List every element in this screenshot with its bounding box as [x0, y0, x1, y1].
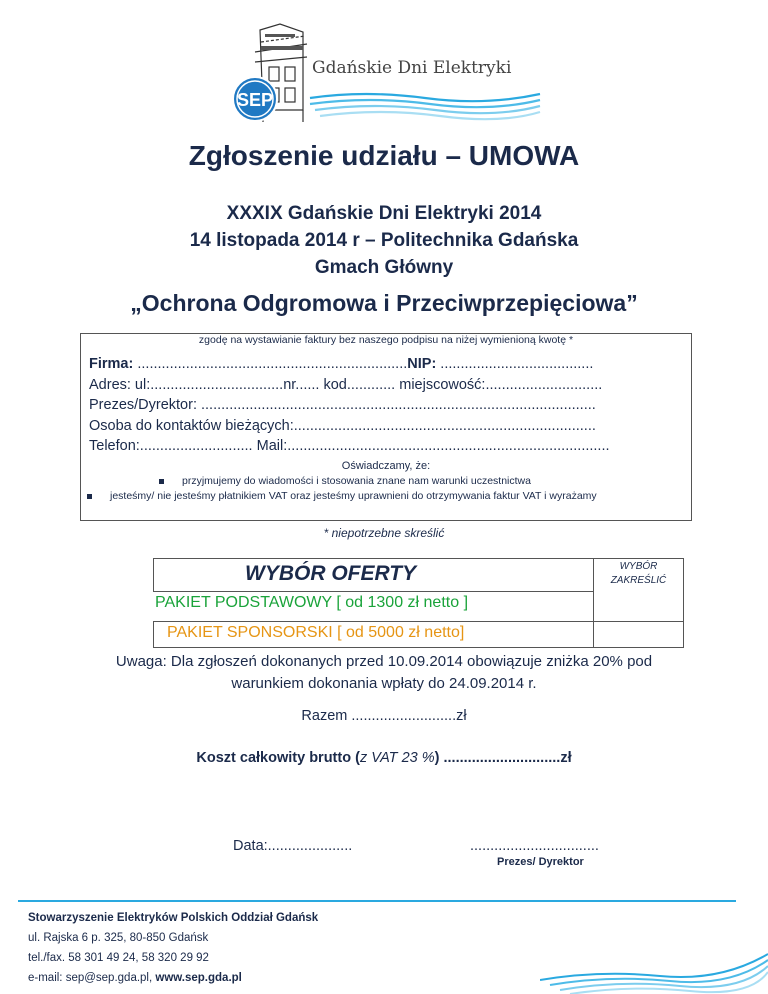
signature-role: Prezes/ Dyrektor	[497, 856, 584, 868]
gross-cost-field[interactable]: Koszt całkowity brutto (z VAT 23 %) .............................zł	[196, 750, 572, 766]
footer-divider	[18, 900, 736, 902]
footnote: * niepotrzebne skreślić	[323, 526, 445, 540]
declaration-item-continued: zgodę na wystawianie faktury bez naszego podpisu na niżej wymienioną kwotę *	[198, 334, 574, 346]
organization-phone: tel./fax. 58 301 49 24, 58 320 29 92	[28, 952, 209, 964]
organization-email: e-mail: sep@sep.gda.pl, www.sep.gda.pl	[28, 972, 242, 984]
total-field[interactable]: Razem ..........................zł	[301, 708, 467, 724]
contact-person-field[interactable]: Osoba do kontaktów bieżących:...........................................................................	[89, 418, 596, 434]
registration-form	[80, 333, 692, 521]
bullet-icon	[87, 494, 92, 499]
discount-note: Uwaga: Dla zgłoszeń dokonanych przed 10.09.2014 obowiązuje zniżka 20% pod warunkiem dokonania wpłaty do 24.09.2014 r.	[115, 653, 653, 692]
organization-website[interactable]: www.sep.gda.pl	[155, 972, 242, 984]
organization-address: ul. Rajska 6 p. 325, 80-850 Gdańsk	[28, 932, 209, 944]
firma-field[interactable]	[89, 356, 683, 372]
offer-choice-cell[interactable]	[593, 621, 684, 648]
footer-waves-icon	[540, 940, 768, 994]
declaration-item: przyjmujemy do wiadomości i stosowania znane nam warunki uczestnictwa	[159, 475, 531, 487]
nip-label: NIP:	[407, 356, 437, 372]
nip-dots: ......................................	[436, 356, 594, 372]
signature-field[interactable]: ................................	[470, 838, 599, 854]
bullet-icon	[159, 479, 164, 484]
address-field[interactable]: Adres: ul:.................................nr...... kod............ miejscowość:.............................	[89, 377, 603, 393]
firma-label: Firma:	[89, 356, 134, 372]
organization-name: Stowarzyszenie Elektryków Polskich Oddział Gdańsk	[28, 912, 319, 924]
date-field[interactable]: Data:.....................	[233, 838, 353, 854]
event-building: Gmach Główny	[314, 257, 454, 278]
firma-dots: ...................................................................	[133, 356, 408, 372]
logo-title: Gdańskie Dni Elektryki	[312, 58, 512, 78]
offer-title: WYBÓR OFERTY	[245, 562, 417, 585]
logo-waves-icon	[310, 94, 540, 119]
director-field[interactable]: Prezes/Dyrektor: ..................................................................................................	[89, 397, 596, 413]
sep-badge-text: SEP	[236, 90, 274, 110]
page-title: Zgłoszenie udziału – UMOWA	[188, 140, 580, 171]
offer-table	[153, 558, 684, 648]
declaration-heading: Oświadczamy, że:	[341, 460, 431, 472]
phone-mail-field[interactable]: Telefon:............................ Mail:................................................................................	[89, 438, 610, 454]
declaration-item: jesteśmy/ nie jesteśmy płatnikiem VAT oraz jesteśmy uprawnieni do otrzymywania faktur VAT i wyrażamy	[87, 490, 597, 502]
package-sponsor[interactable]: PAKIET SPONSORSKI [ od 5000 zł netto]	[167, 624, 465, 641]
event-name: XXXIX Gdańskie Dni Elektryki 2014	[226, 203, 542, 224]
event-theme: „Ochrona Odgromowa i Przeciwprzepięciowa”	[130, 290, 638, 316]
offer-choice-label: WYBÓR ZAKREŚLIĆ	[610, 561, 667, 586]
event-date-place: 14 listopada 2014 r – Politechnika Gdańska	[189, 230, 579, 251]
package-basic[interactable]: PAKIET PODSTAWOWY [ od 1300 zł netto ]	[155, 594, 469, 611]
footer-contact	[28, 908, 318, 988]
